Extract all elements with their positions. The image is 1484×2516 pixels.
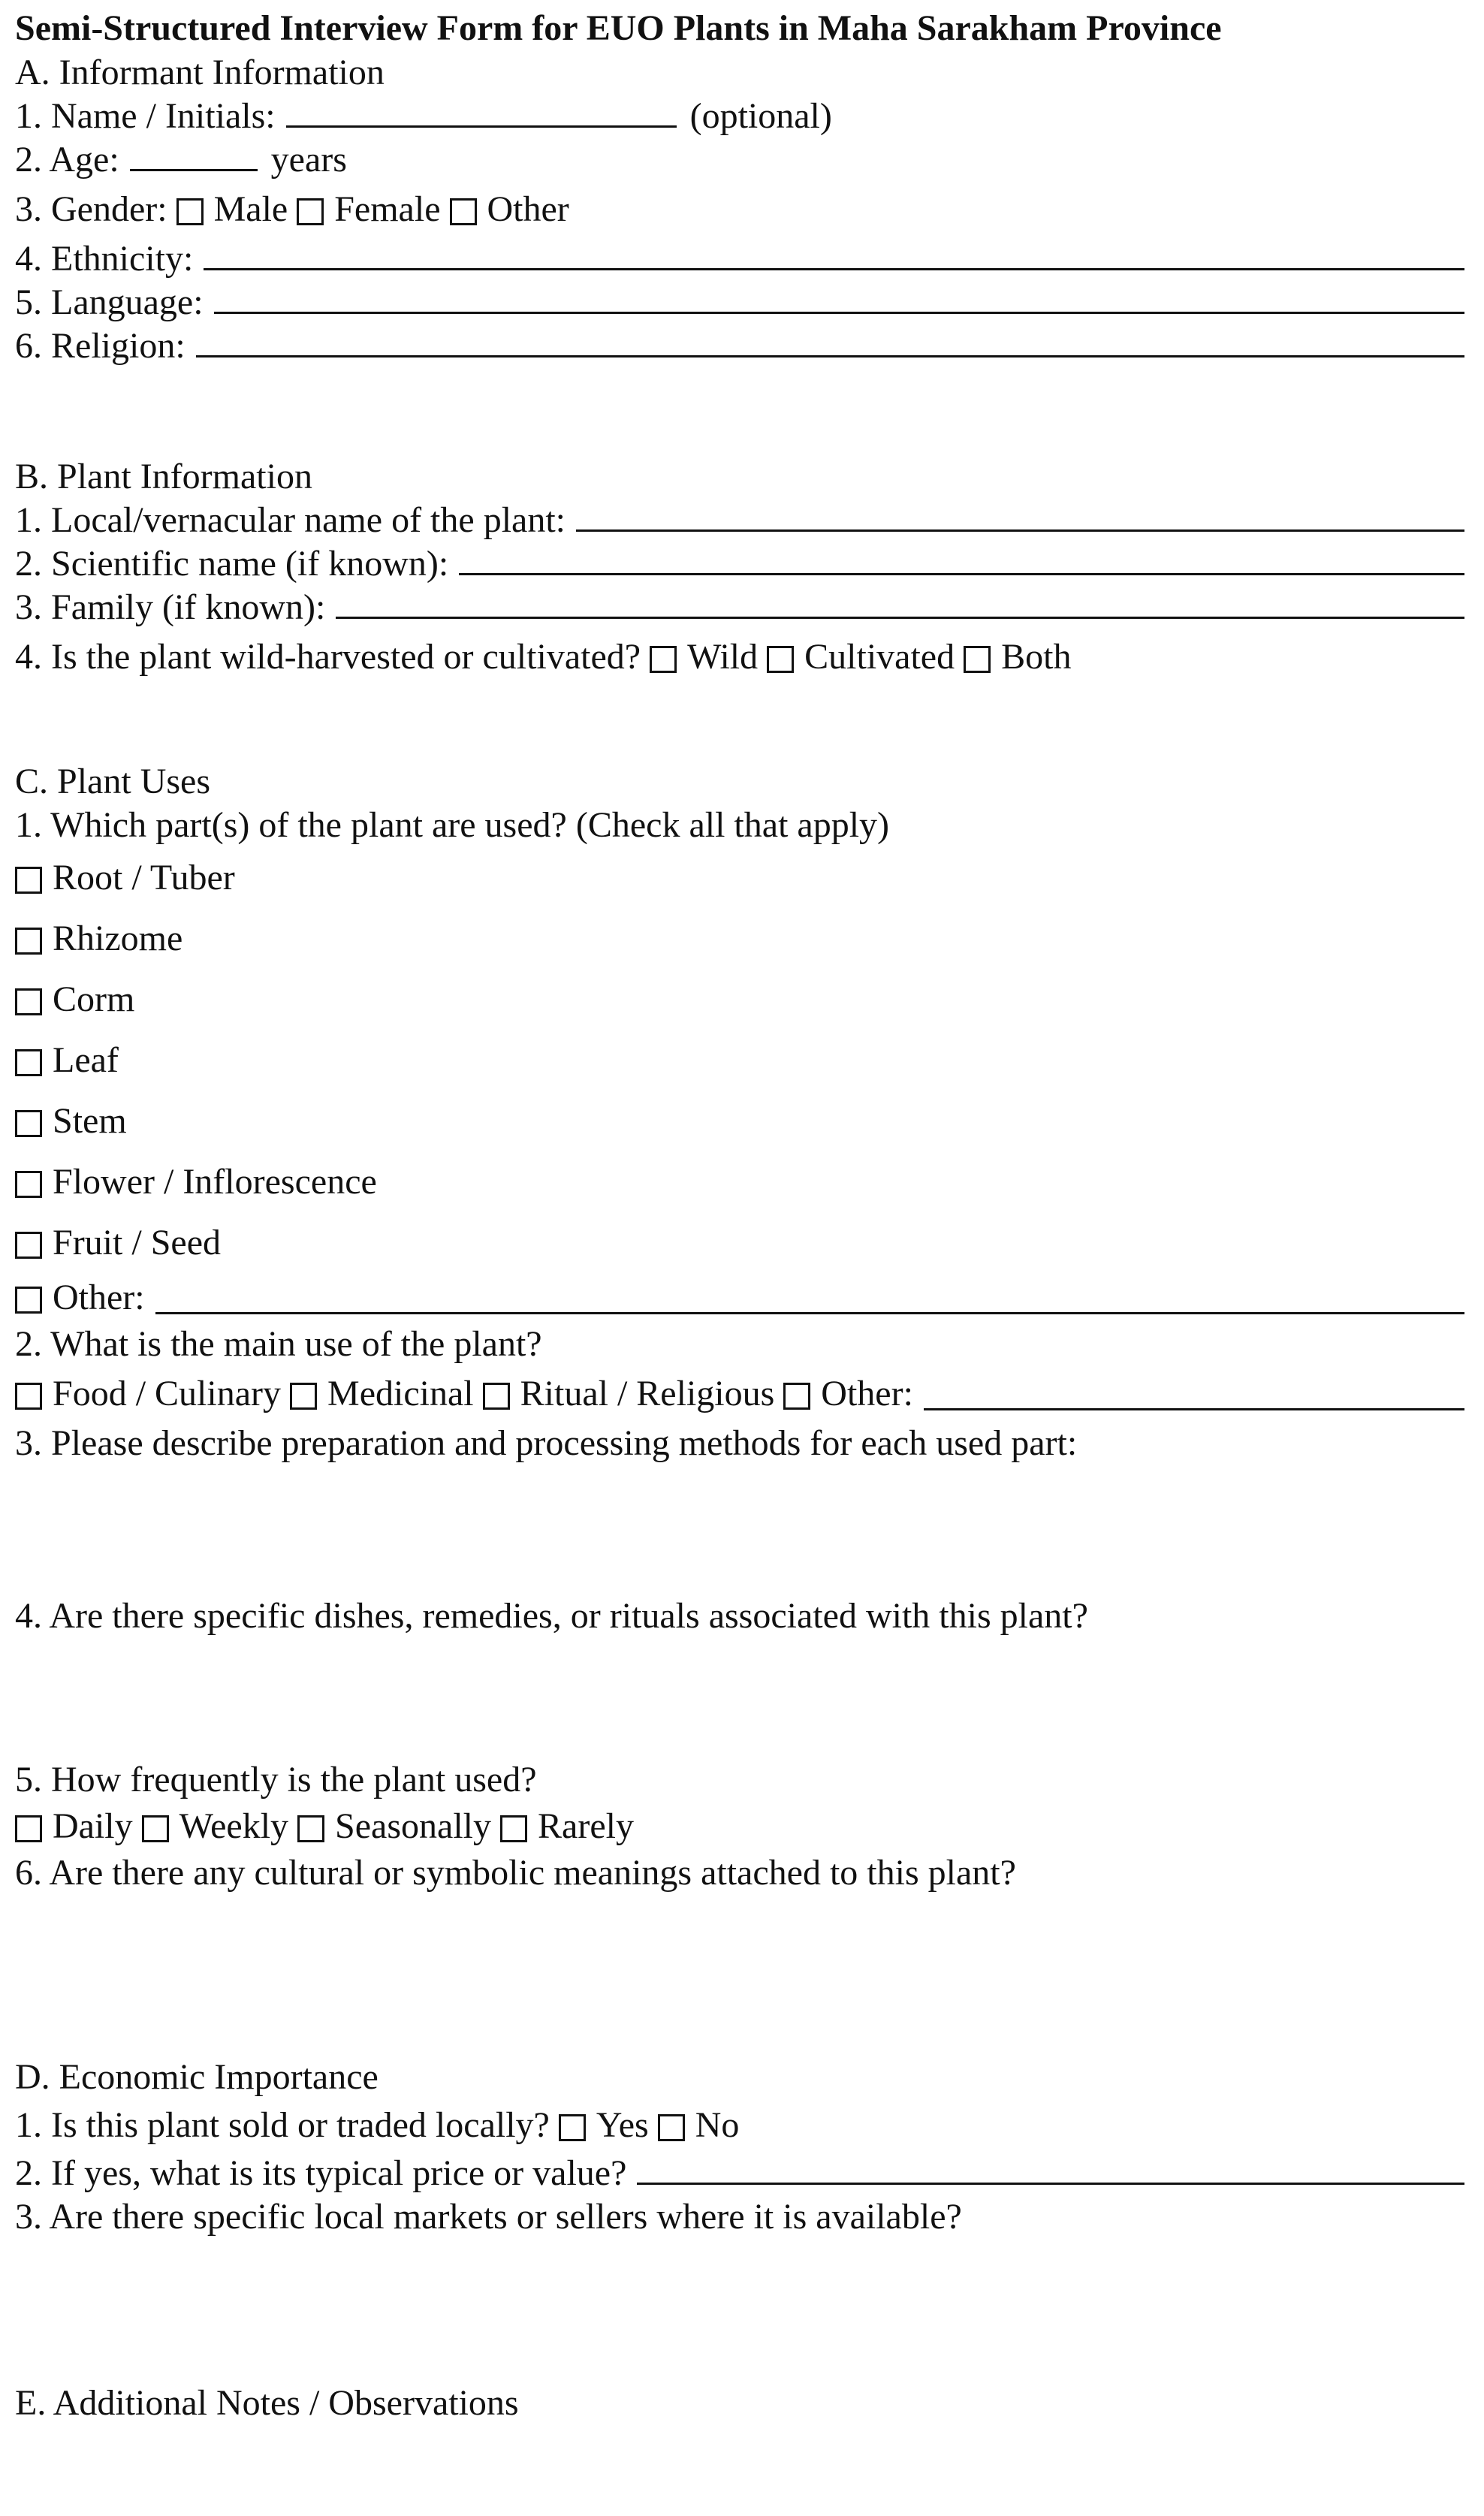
harvest-wild-label: Wild [687,637,759,677]
part-option-corm [15,969,1464,1030]
gender-male-label: Male [213,189,288,229]
name-label: 1. Name / Initials: [15,96,276,136]
sold-yes-checkbox[interactable] [559,2114,586,2141]
part-flower-label: Flower / Inflorescence [53,1161,377,1202]
gender-other-checkbox[interactable] [450,198,477,225]
part-option-rhizome [15,908,1464,969]
section-d-heading: D. Economic Importance [15,2057,379,2097]
age-label: 2. Age: [15,140,119,179]
language-row [15,281,1464,324]
freq-seasonally-label: Seasonally [335,1806,492,1846]
part-fruit-label: Fruit / Seed [53,1222,221,1263]
price-input[interactable] [637,2152,1464,2185]
part-rhizome-label: Rhizome [53,918,183,958]
age-input[interactable] [130,139,258,171]
parts-question: 1. Which part(s) of the plant are used? (Check all that apply) [15,805,890,845]
part-option-stem [15,1091,1464,1151]
markets-answer-area[interactable] [15,2239,1464,2382]
frequency-row [15,1802,1464,1851]
harvest-label: 4. Is the plant wild-harvested or cultivated? [15,637,641,677]
part-corm-label: Corm [53,979,135,1019]
dishes-question: 4. Are there specific dishes, remedies, or rituals associated with this plant? [15,1596,1088,1636]
part-corm-checkbox[interactable] [15,988,42,1015]
freq-weekly-checkbox[interactable] [142,1815,169,1842]
spacer [15,685,1464,760]
part-option-root [15,847,1464,908]
use-ritual-label: Ritual / Religious [520,1374,775,1413]
age-row [15,138,1464,182]
sold-no-checkbox[interactable] [658,2114,685,2141]
age-unit: years [270,140,347,179]
preparation-question: 3. Please describe preparation and processing methods for each used part: [15,1423,1078,1463]
section-b-heading: B. Plant Information [15,457,312,496]
freq-daily-checkbox[interactable] [15,1815,42,1842]
scientific-name-row [15,542,1464,586]
gender-label: 3. Gender: [15,189,167,229]
frequency-question: 5. How frequently is the plant used? [15,1760,537,1800]
part-fruit-checkbox[interactable] [15,1232,42,1259]
use-medicinal-checkbox[interactable] [290,1383,317,1410]
gender-other-label: Other [487,189,569,229]
ethnicity-label: 4. Ethnicity: [15,239,194,279]
main-use-question: 2. What is the main use of the plant? [15,1324,542,1364]
freq-seasonally-checkbox[interactable] [297,1815,324,1842]
part-other-label: Other: [53,1278,145,1317]
part-option-fruit [15,1212,1464,1273]
section-c-heading: C. Plant Uses [15,762,211,801]
family-row [15,586,1464,629]
use-food-label: Food / Culinary [53,1374,282,1413]
meanings-question: 6. Are there any cultural or symbolic meanings attached to this plant? [15,1853,1016,1893]
part-rhizome-checkbox[interactable] [15,928,42,955]
language-label: 5. Language: [15,282,204,322]
part-root-label: Root / Tuber [53,857,235,897]
freq-rarely-label: Rarely [538,1806,634,1846]
gender-female-label: Female [334,189,441,229]
freq-daily-label: Daily [53,1806,133,1846]
part-leaf-checkbox[interactable] [15,1049,42,1076]
meanings-answer-area[interactable] [15,1895,1464,2056]
harvest-both-checkbox[interactable] [964,646,991,673]
name-note: (optional) [689,96,832,136]
local-name-input[interactable] [576,499,1464,532]
local-name-label: 1. Local/vernacular name of the plant: [15,500,566,540]
use-ritual-checkbox[interactable] [483,1383,510,1410]
gender-row [15,182,1464,237]
spacer [15,368,1464,455]
form-title: Semi-Structured Interview Form for EUO Plants in Maha Sarakham Province [15,8,1222,48]
religion-input[interactable] [196,325,1464,357]
dishes-answer-area[interactable] [15,1638,1464,1758]
section-e-heading: E. Additional Notes / Observations [15,2383,519,2423]
price-label: 2. If yes, what is its typical price or value? [15,2153,627,2193]
use-medicinal-label: Medicinal [327,1374,474,1413]
scientific-name-input[interactable] [459,543,1464,575]
part-option-other [15,1273,1464,1323]
harvest-cultivated-label: Cultivated [804,637,955,677]
gender-female-checkbox[interactable] [297,198,324,225]
freq-rarely-checkbox[interactable] [500,1815,527,1842]
part-stem-checkbox[interactable] [15,1110,42,1137]
use-other-checkbox[interactable] [783,1383,810,1410]
freq-weekly-label: Weekly [179,1806,289,1846]
section-a-heading: A. Informant Information [15,53,385,92]
price-row [15,2152,1464,2195]
part-other-checkbox[interactable] [15,1287,42,1314]
family-input[interactable] [336,587,1464,619]
family-label: 3. Family (if known): [15,587,326,627]
part-option-leaf [15,1030,1464,1091]
sold-no-label: No [695,2105,740,2145]
part-root-checkbox[interactable] [15,867,42,894]
local-name-row [15,499,1464,542]
part-option-flower [15,1151,1464,1212]
religion-label: 6. Religion: [15,326,186,366]
interview-form [15,6,1464,2425]
sold-yes-label: Yes [596,2105,649,2145]
preparation-answer-area[interactable] [15,1465,1464,1594]
religion-row [15,324,1464,368]
language-input[interactable] [214,282,1464,314]
ethnicity-row [15,237,1464,281]
markets-question: 3. Are there specific local markets or sellers where it is available? [15,2197,962,2237]
gender-male-checkbox[interactable] [176,198,204,225]
ethnicity-input[interactable] [204,238,1464,270]
scientific-name-label: 2. Scientific name (if known): [15,544,449,584]
harvest-row [15,629,1464,685]
main-use-row [15,1366,1464,1422]
use-food-checkbox[interactable] [15,1383,42,1410]
part-stem-label: Stem [53,1100,127,1141]
sold-label: 1. Is this plant sold or traded locally? [15,2105,550,2145]
name-input[interactable] [286,95,677,128]
name-row [15,95,1464,138]
part-other-input[interactable] [155,1282,1464,1314]
part-leaf-label: Leaf [53,1039,119,1080]
harvest-cultivated-checkbox[interactable] [767,646,794,673]
sold-row [15,2099,1464,2152]
use-other-label: Other: [821,1374,913,1413]
part-flower-checkbox[interactable] [15,1171,42,1198]
harvest-both-label: Both [1001,637,1072,677]
harvest-wild-checkbox[interactable] [650,646,677,673]
use-other-input[interactable] [924,1378,1464,1410]
